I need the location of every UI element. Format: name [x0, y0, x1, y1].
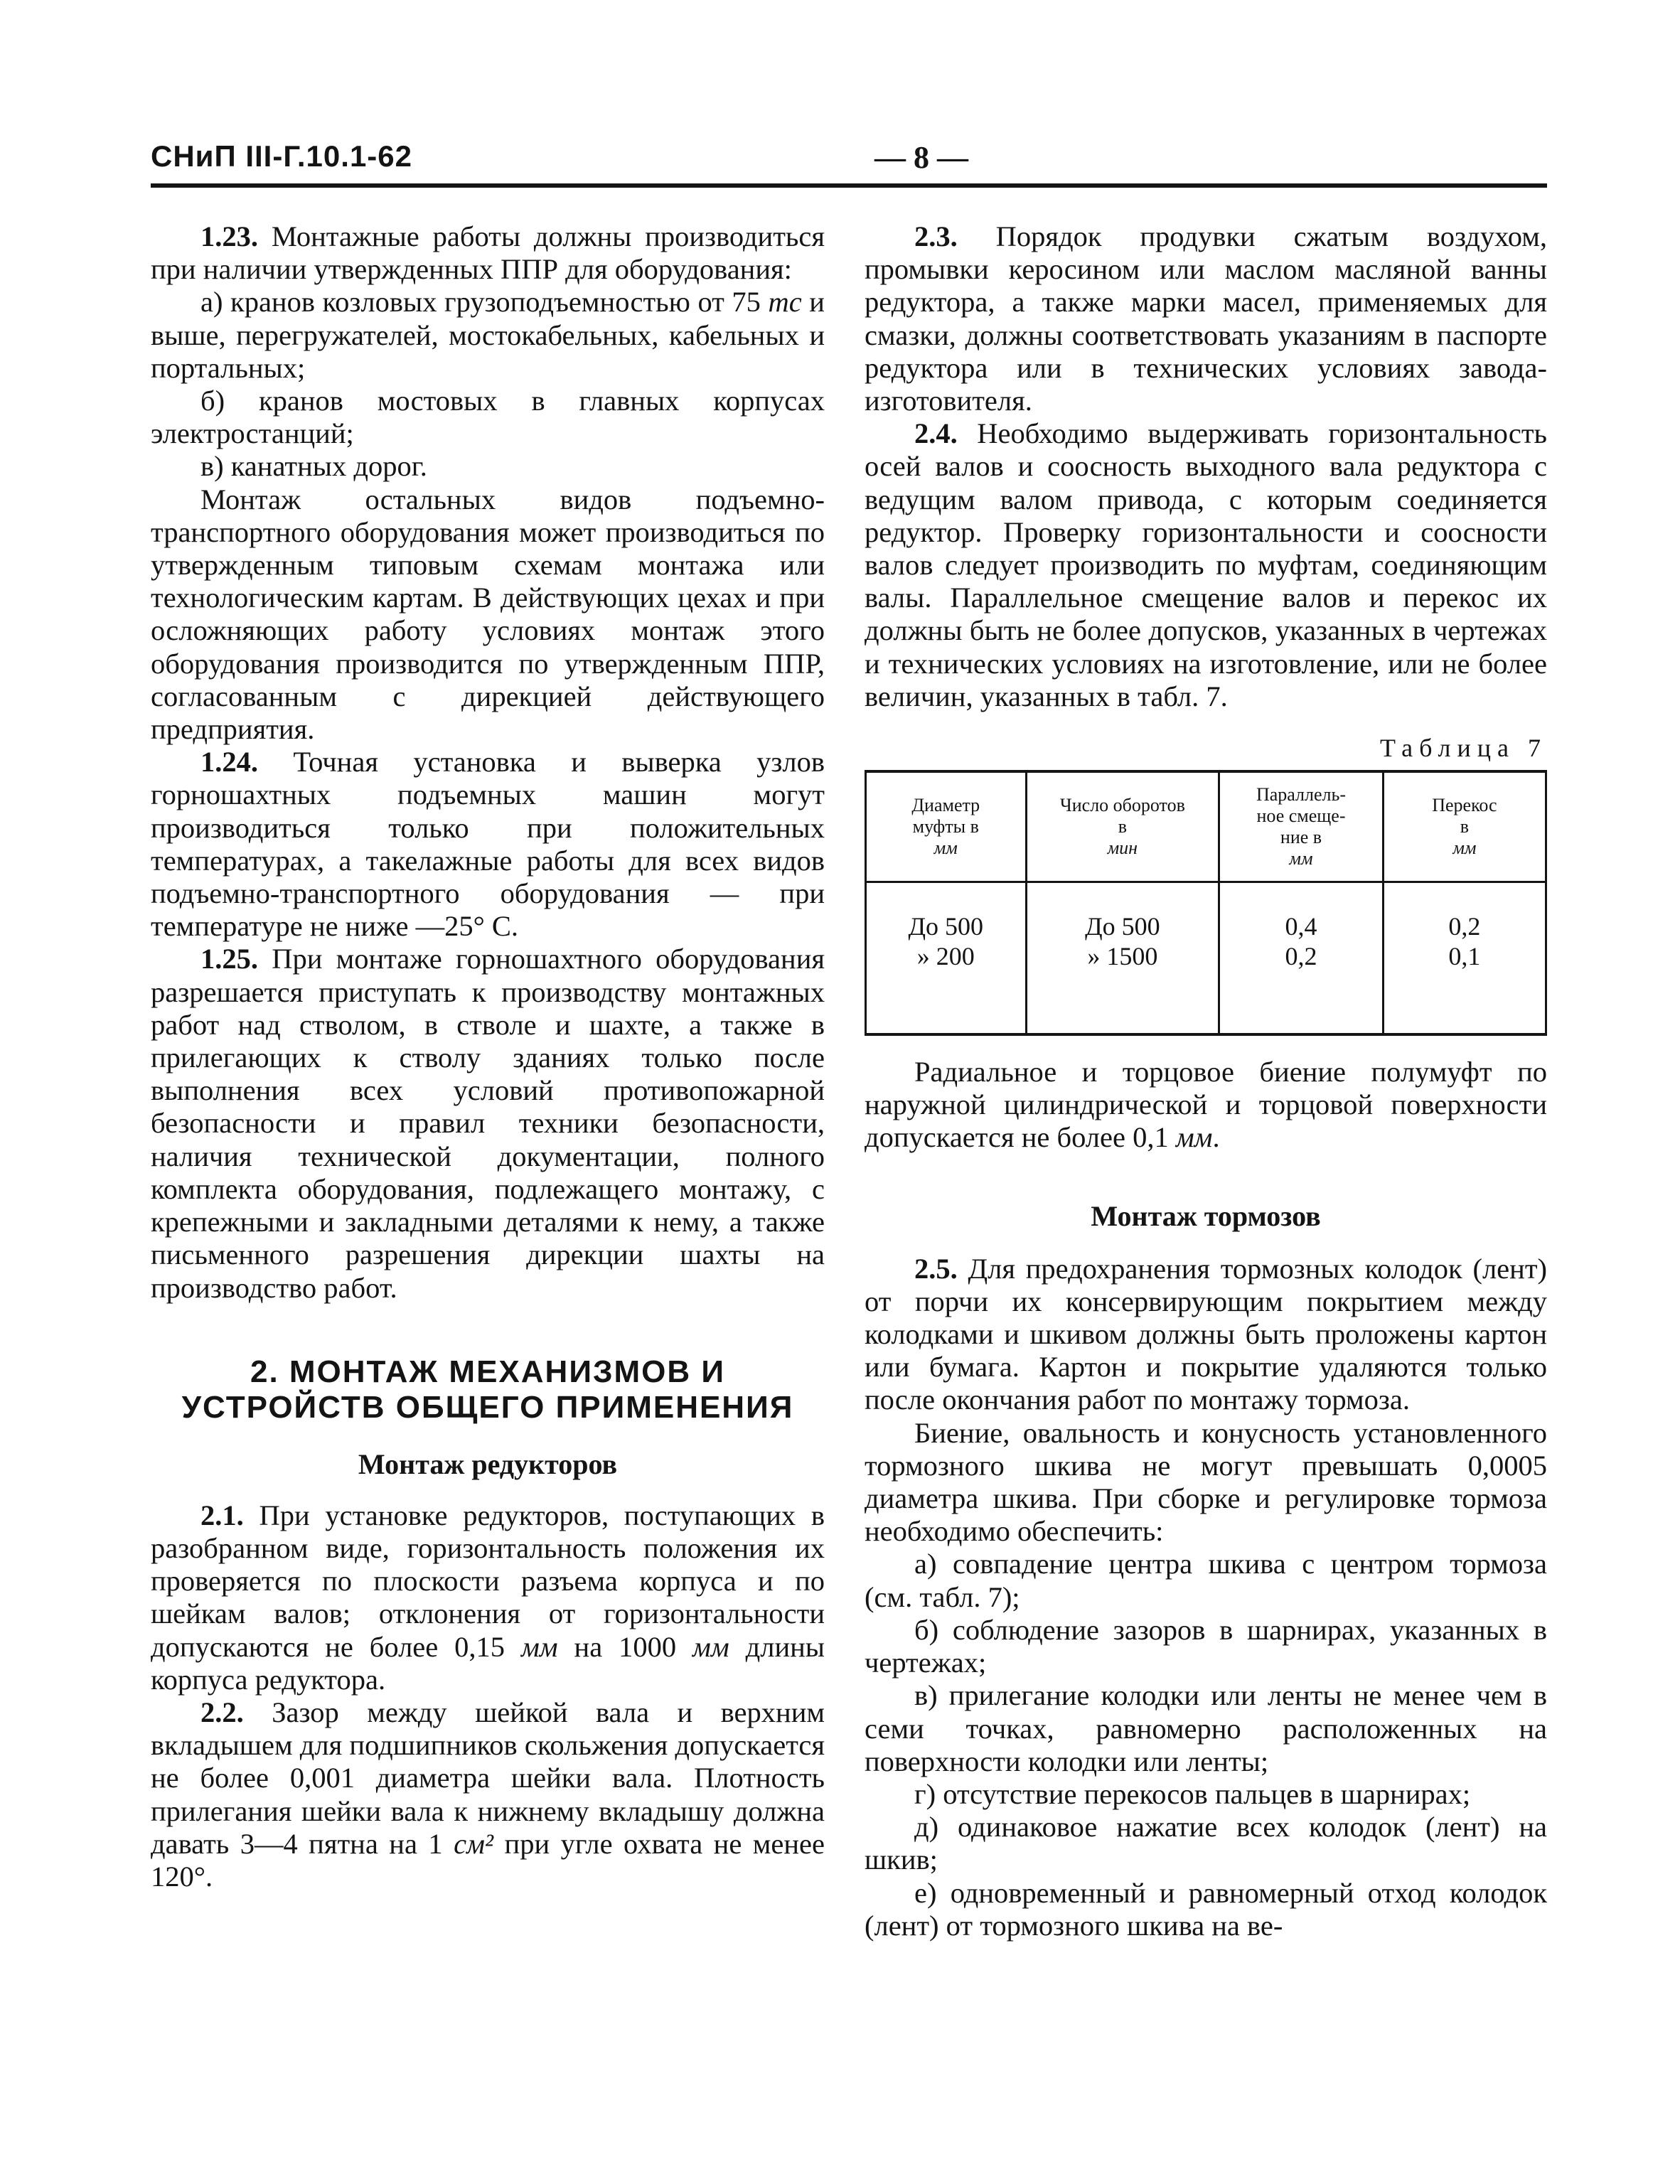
paragraph-2-3: [865, 220, 1547, 417]
unit-mm: мм: [1452, 837, 1477, 859]
list-item-b: б) кранов мостовых в главных корпусах электростанций;: [151, 385, 825, 450]
table-cell-skew: [1383, 882, 1546, 1035]
clause-number: 1.25.: [200, 943, 258, 975]
table-row: [866, 882, 1546, 1035]
clause-number: 1.23.: [200, 220, 258, 252]
clause-number: 2.5.: [914, 1252, 958, 1285]
table-caption: Таблица 7: [1380, 734, 1547, 763]
list-item-c: в) прилегание колодки или ленты не менее чем в семи точках, равномерно расположенных на поверхности колодки или ленты;: [865, 1679, 1547, 1777]
header-text: Число оборотов: [1059, 795, 1185, 816]
header-text: ное смеще-: [1256, 805, 1346, 827]
list-item-a: а) совпадение центра шкива с центром тормоза (см. табл. 7);: [865, 1548, 1547, 1613]
paragraph-text: .: [1212, 1121, 1220, 1154]
table-cell-diameter: [866, 882, 1027, 1035]
paragraph-text: и выше, перегружателей, мостокабельных, кабельных и портальных;: [151, 286, 825, 384]
section-heading: 2. МОНТАЖ МЕХАНИЗМОВ И УСТРОЙСТВ ОБЩЕГО ПРИМЕНЕНИЯ: [181, 1354, 794, 1425]
paragraph-1-23: [151, 220, 825, 286]
cell-value: 0,1: [1448, 942, 1481, 971]
header-text: [867, 816, 1024, 859]
paragraph-text: При установке редукторов, поступающих в разобранном виде, горизонтальность положения их проверяется по плоскости разъема корпуса и по шейкам валов; отклонения от горизонтальности допускаются не более 0,15: [151, 1499, 825, 1663]
table-header-row: [866, 771, 1546, 882]
right-column: [865, 220, 1547, 1942]
page-header: [151, 139, 1547, 182]
table-cell-rpm: [1026, 882, 1219, 1035]
cell-value: До 500: [1085, 912, 1160, 941]
paragraph-text: При монтаже горношахтного оборудования разрешается приступать к производству монтажных работ над стволом, в стволе и шахте, а также в прилегающих к стволу зданиях только после выполнения всех условий противопожарной безопасности и правил техники безопасности, наличия технической документации, полного комплекта оборудования, подлежащего монтажу, с крепежными и закладными деталями к нему, а также письменного разрешения дирекции шахты на производство работ.: [151, 943, 825, 1304]
list-item-d: г) отсутствие перекосов пальцев в шарнирах;: [914, 1777, 1471, 1810]
cell-value: 0,2: [1448, 912, 1481, 941]
col-header-diameter: [866, 771, 1027, 882]
header-text: Параллель-: [1256, 784, 1347, 805]
paragraph-1-25: [151, 943, 825, 1304]
paragraph-text: Монтажные работы должны производиться при наличии утвержденных ППР для оборудования:: [151, 220, 825, 286]
paragraph-2-2: [151, 1696, 825, 1893]
header-text: [1385, 816, 1544, 859]
header-text: [1221, 827, 1381, 869]
unit-mm: мм: [1289, 848, 1313, 869]
table-7: [865, 770, 1547, 1036]
unit-mm: мм: [692, 1630, 729, 1663]
list-item-c: в) канатных дорог.: [200, 450, 427, 483]
paragraph-2-5: [865, 1253, 1547, 1417]
col-header-skew: [1383, 771, 1546, 882]
list-item-a: [151, 286, 825, 385]
cell-value: 0,2: [1285, 942, 1317, 971]
header-rule: [151, 183, 1547, 188]
header-text: Перекос: [1432, 795, 1497, 816]
subheading-brakes: Монтаж тормозов: [1091, 1199, 1321, 1232]
paragraph-2-4: [865, 417, 1547, 713]
header-text: ние в: [1280, 827, 1322, 848]
clause-number: 2.3.: [914, 220, 958, 252]
paragraph-text: длины корпуса редуктора.: [151, 1630, 825, 1696]
header-text: [1028, 816, 1218, 859]
header-text: в: [1118, 816, 1127, 837]
cell-value: » 200: [916, 942, 975, 971]
unit-cm2: см²: [454, 1827, 494, 1860]
page-number: — 8 —: [874, 140, 968, 175]
subheading-reducers: Монтаж редукторов: [358, 1447, 618, 1480]
document-code: СНиП III-Г.10.1-62: [151, 139, 413, 173]
paragraph-text: а) кранов козловых грузоподъемностью от 75: [200, 286, 769, 318]
list-item-f: е) одновременный и равномерный отход колодок (лент) от тормозного шкива на ве-: [865, 1876, 1547, 1942]
paragraph-text: Для предохранения тормозных колодок (лент) от порчи их консервирующим покрытием между колодками и шкивом должны быть проложены картон или бумага. Картон и покрытие удаляются только после окончания работ по монтажу тормоза.: [865, 1252, 1548, 1416]
clause-number: 1.24.: [200, 746, 258, 778]
list-item-b: б) соблюдение зазоров в шарнирах, указанных в чертежах;: [865, 1613, 1547, 1679]
unit-mm: мм: [1175, 1121, 1213, 1154]
cell-value: » 1500: [1087, 942, 1158, 971]
paragraph-text: Необходимо выдерживать горизонтальность осей валов и соосность выходного вала редуктора с ведущим валом привода, с которым соединяется редуктор. Проверку горизонтальности и соосности валов следует производить по муфтам, соединяющим валы. Параллельное смещение валов и перекос их должны быть не более допусков, указанных в чертежах и технических условиях на изготовление, или не более величин, указанных в табл. 7.: [865, 417, 1547, 712]
clause-number: 2.2.: [200, 1696, 244, 1728]
paragraph-runout: [865, 1056, 1547, 1155]
paragraph-runout-brake: Биение, овальность и конусность установленного тормозного шкива не могут превышать 0,0005 диаметра шкива. При сборке и регулировке тормоза необходимо обеспечить:: [865, 1416, 1547, 1548]
paragraph-text: Радиальное и торцовое биение полумуфт по наружной цилиндрической и торцовой поверхности допускается не более 0,1: [865, 1056, 1547, 1154]
col-header-offset: [1219, 771, 1384, 882]
paragraph-text: на 1000: [557, 1630, 693, 1663]
left-column: [151, 220, 825, 1893]
header-text: муфты в: [912, 816, 979, 837]
unit-mm: мм: [933, 837, 958, 859]
header-text: в: [1460, 816, 1470, 837]
unit-mm: мм: [520, 1630, 558, 1663]
paragraph-2-1: [151, 1499, 825, 1696]
cell-value: До 500: [908, 912, 984, 941]
paragraph-1-24: [151, 746, 825, 943]
paragraph-text: Зазор между шейкой вала и верхним вкладышем для подшипников скольжения допускается не более 0,001 диаметра шейки вала. Плотность прилегания шейки вала к нижнему вкладышу должна давать 3—4 пятна на 1: [151, 1696, 825, 1860]
table-cell-offset: [1219, 882, 1384, 1035]
paragraph-text: Порядок продувки сжатым воздухом, промывки керосином или маслом масляной ванны редуктора, а также марки масел, применяемых для смазки, должны соответствовать указаниям в паспорте редуктора или в технических условиях завода-изготовителя.: [865, 220, 1548, 417]
header-text: Диаметр: [911, 795, 980, 816]
paragraph-text: при угле охвата не менее 120°.: [151, 1827, 825, 1893]
paragraph-other-equipment: Монтаж остальных видов подъемно-транспортного оборудования может производиться по утвержденным типовым схемам монтажа или технологическим картам. В действующих цехах и при осложняющих работу условиях монтаж этого оборудования производится по утвержденным ППР, согласованным с дирекцией действующего предприятия.: [151, 483, 825, 746]
clause-number: 2.4.: [914, 417, 958, 450]
cell-value: 0,4: [1285, 912, 1317, 941]
unit-ts: тс: [768, 286, 802, 318]
paragraph-text: Точная установка и выверка узлов горношахтных подъемных машин могут производиться только при положительных температурах, а такелажные работы для всех видов подъемно-транспортного оборудования — при температуре не ниже —25° С.: [151, 746, 825, 943]
list-item-e: д) одинаковое нажатие всех колодок (лент) на шкив;: [865, 1811, 1547, 1876]
col-header-rpm: [1026, 771, 1219, 882]
unit-min: мин: [1107, 837, 1138, 859]
clause-number: 2.1.: [200, 1499, 244, 1531]
